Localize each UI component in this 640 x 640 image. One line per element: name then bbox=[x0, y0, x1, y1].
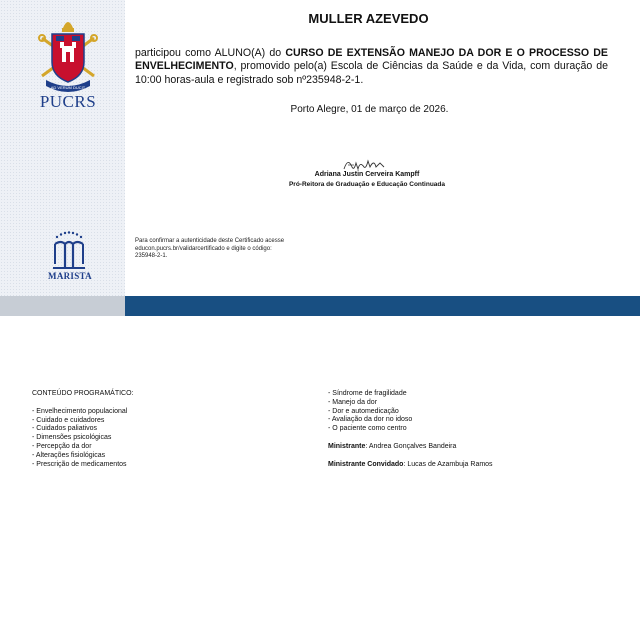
recipient-name: MULLER AZEVEDO bbox=[308, 11, 429, 26]
syllabus-item: - Síndrome de fragilidade bbox=[328, 390, 407, 397]
certificate-front bbox=[0, 0, 640, 316]
ministrante-convidado-value: : Lucas de Azambuja Ramos bbox=[403, 460, 493, 468]
footer-blue-strip bbox=[125, 296, 640, 316]
footer-gray-strip bbox=[0, 296, 125, 316]
pucrs-ribbon-text: AD VERUM DUCIT bbox=[50, 85, 86, 90]
signer-name: Adriana Justin Cerveira Kampff bbox=[314, 171, 420, 178]
place-and-date: Porto Alegre, 01 de março de 2026. bbox=[290, 104, 449, 115]
syllabus-item: - Cuidados paliativos bbox=[32, 425, 97, 433]
syllabus-item: - Prescrição de medicamentos bbox=[32, 460, 127, 468]
ministrante-label: Ministrante bbox=[328, 442, 366, 450]
syllabus-item: - Dor e automedicação bbox=[328, 407, 399, 415]
syllabus-item: - Envelhecimento populacional bbox=[32, 407, 128, 415]
body-details: , promovido pelo(a) Escola de Ciências da Saúde e da Vida, com duração de 10:00 horas-aula e registrado sob nº235948-2-1. bbox=[135, 60, 608, 86]
ministrante-convidado-line bbox=[328, 461, 618, 470]
syllabus-item: - Manejo da dor bbox=[328, 398, 378, 406]
marista-logo bbox=[47, 228, 91, 272]
verification-line-2: educon.pucrs.br/validarcertificado e digite o código: bbox=[135, 245, 272, 252]
syllabus-item: - Cuidado e cuidadores bbox=[32, 416, 105, 424]
syllabus-item: - O paciente como centro bbox=[328, 425, 407, 433]
syllabus-title: CONTEÚDO PROGRAMÁTICO: bbox=[32, 390, 134, 397]
verification-note bbox=[135, 238, 295, 261]
pucrs-wordmark: PUCRS bbox=[39, 92, 97, 111]
marista-wordmark: MARISTA bbox=[48, 271, 92, 281]
syllabus-left-column bbox=[32, 390, 292, 469]
signer-role: Pró-Reitora de Graduação e Educação Continuada bbox=[288, 181, 446, 188]
verification-code: 235948-2-1. bbox=[135, 253, 168, 260]
syllabus-item: - Alterações fisiológicas bbox=[32, 451, 106, 459]
verification-line-1: Para confirmar a autenticidade deste Certificado acesse bbox=[135, 238, 285, 244]
syllabus-right-list bbox=[328, 390, 618, 434]
syllabus-item: - Avaliação da dor no idoso bbox=[328, 416, 413, 424]
syllabus-right-column bbox=[328, 390, 618, 470]
ministrante-line bbox=[328, 443, 618, 452]
certificate-body bbox=[135, 47, 608, 87]
body-intro: participou como ALUNO(A) do bbox=[135, 47, 282, 59]
syllabus-item: - Dimensões psicológicas bbox=[32, 434, 112, 442]
ministrante-value: : Andrea Gonçalves Bandeira bbox=[365, 442, 457, 450]
syllabus-item: - Percepção da dor bbox=[32, 442, 92, 450]
syllabus-left-list bbox=[32, 408, 292, 470]
course-name: CURSO DE EXTENSÃO MANEJO DA DOR E O PROCESSO DE ENVELHECIMENTO bbox=[135, 47, 608, 73]
ministrante-convidado-label: Ministrante Convidado bbox=[328, 460, 404, 468]
